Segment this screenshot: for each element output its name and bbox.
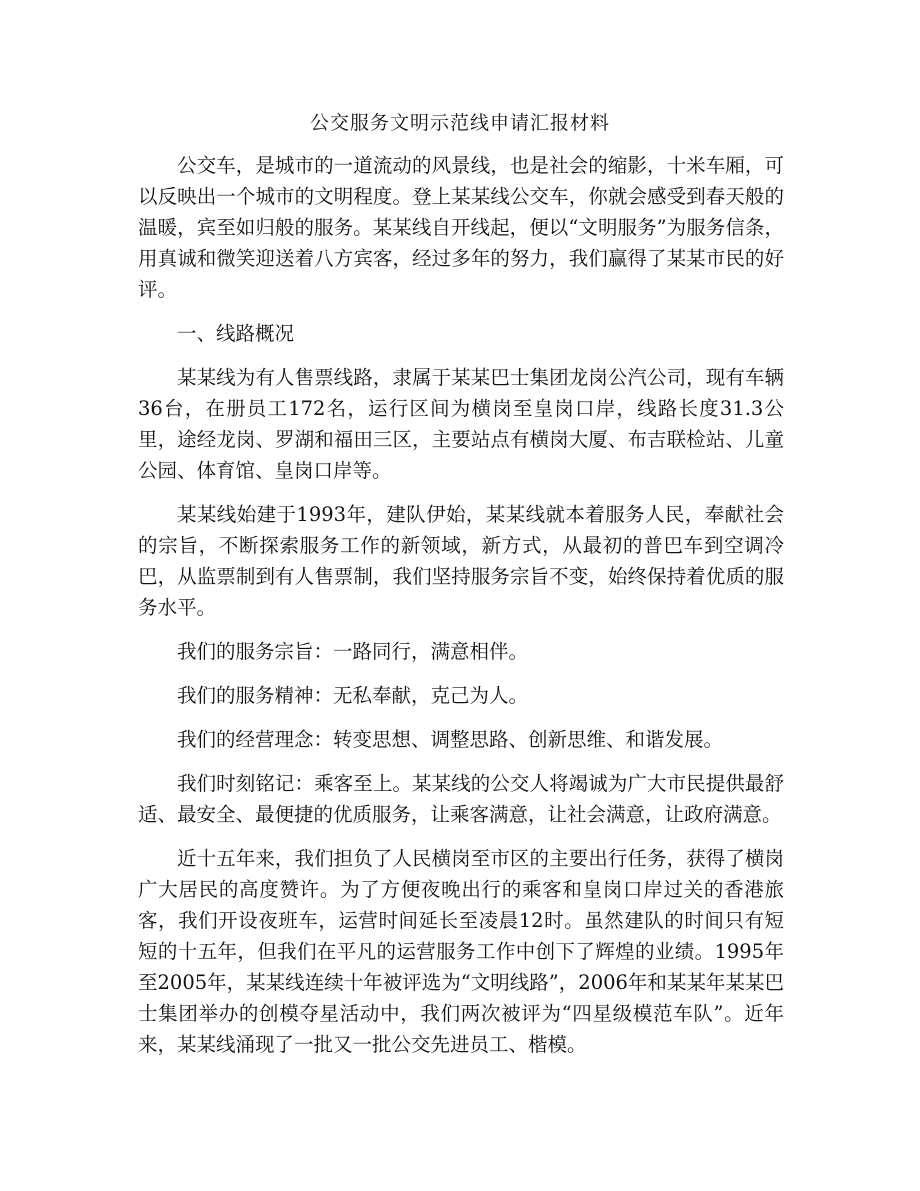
paragraph-history: 某某线始建于1993年，建队伊始，某某线就本着服务人民，奉献社会的宗旨，不断探索服务工作的新领域，新方式，从最初的普巴车到空调冷巴，从监票制到有人售票制，我们坚持服务宗旨不变，始终保持着优质的服务水平。 [138, 503, 784, 619]
paragraph-intro: 公交车，是城市的一道流动的风景线，也是社会的缩影，十米车厢，可以反映出一个城市的文明程度。登上某某线公交车，你就会感受到春天般的温暖，宾至如归般的服务。某某线自开线起，便以“文明服务”为服务信条，用真诚和微笑迎送着八方宾客，经过多年的努力，我们赢得了某某市民的好评。 [138, 154, 784, 301]
section-heading-route-overview: 一、线路概况 [177, 322, 295, 345]
paragraph-business-philosophy: 我们的经营理念：转变思想、调整思路、创新思维、和谐发展。 [177, 728, 724, 751]
paragraph-achievements: 近十五年来，我们担负了人民横岗至市区的主要出行任务，获得了横岗广大居民的高度赞许。为了方便夜晚出行的乘客和皇岗口岸过关的香港旅客，我们开设夜班车，运营时间延长至凌晨12时。虽然建队的时间只有短短的十五年，但我们在平凡的运营服务工作中创下了辉煌的业绩。1995年至2005年，某某线连续十年被评选为“文明线路”，2006年和某某年某某巴士集团举办的创模夺星活动中，我们两次被评为“四星级模范车队”。近年来，某某线涌现了一批又一批公交先进员工、楷模。 [138, 847, 784, 1056]
paragraph-service-spirit: 我们的服务精神：无私奉献，克己为人。 [177, 684, 529, 707]
document-body [138, 150, 784, 1073]
paragraph-route-info: 某某线为有人售票线路，隶属于某某巴士集团龙岗公汽公司，现有车辆36台，在册员工172名，运行区间为横岗至皇岗口岸，线路长度31.3公里，途经龙岗、罗湖和福田三区，主要站点有横岗大厦、布吉联检站、儿童公园、体育馆、皇岗口岸等。 [138, 366, 784, 482]
paragraph-passenger-first: 我们时刻铭记：乘客至上。某某线的公交人将竭诚为广大市民提供最舒适、最安全、最便捷的优质服务，让乘客满意，让社会满意，让政府满意。 [138, 772, 784, 826]
paragraph-service-purpose: 我们的服务宗旨：一路同行，满意相伴。 [177, 640, 529, 663]
document-title: 公交服务文明示范线申请汇报材料 [309, 112, 610, 134]
